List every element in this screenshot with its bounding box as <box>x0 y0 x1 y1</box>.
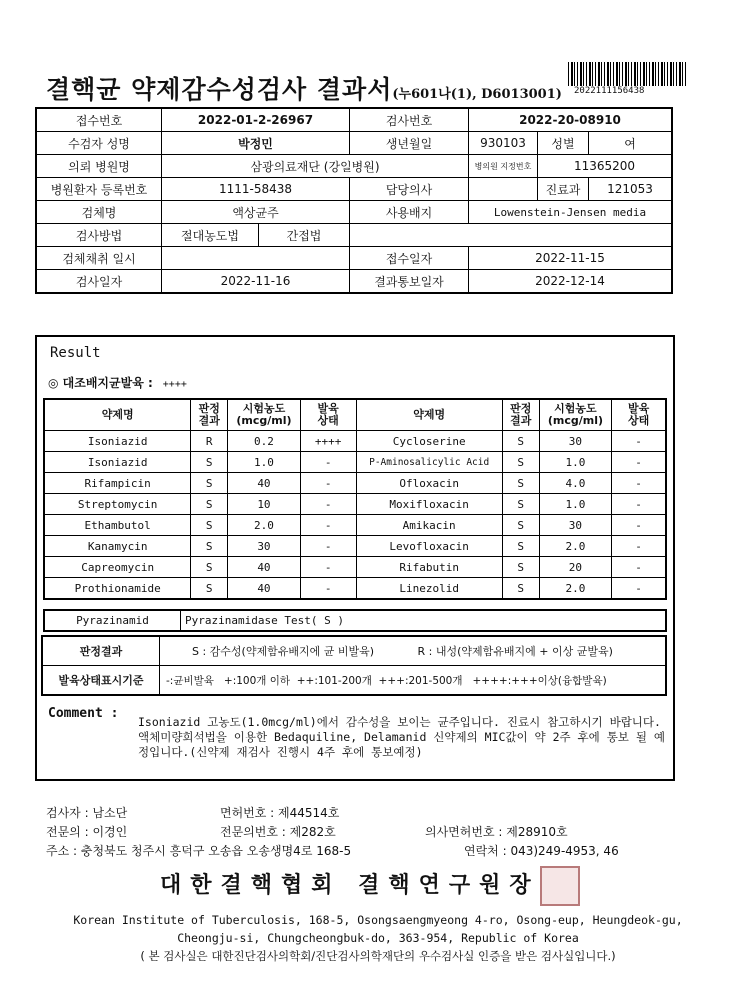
drug-cell: ++++ <box>300 431 356 452</box>
recv-date: 2022-11-15 <box>469 247 673 270</box>
drug-cell: - <box>612 473 666 494</box>
drug-cell: - <box>300 557 356 578</box>
specialist-no: 전문의번호 : 제282호 <box>220 825 336 839</box>
specimen: 액상균주 <box>162 201 350 224</box>
pyrazinamide-table <box>43 609 667 632</box>
drug-cell: - <box>300 536 356 557</box>
drug-cell: - <box>300 515 356 536</box>
criteria-table <box>41 635 667 696</box>
drug-cell: Amikacin <box>356 515 502 536</box>
method-label: 검사방법 <box>36 224 162 247</box>
drug-cell: 1.0 <box>539 452 612 473</box>
barcode-icon <box>568 62 686 86</box>
hospital: 삼광의료재단 (강일병원) <box>162 155 469 178</box>
doctor-license: 의사면허번호 : 제28910호 <box>425 825 568 839</box>
drug-row <box>44 536 666 557</box>
drug-cell: S <box>191 494 228 515</box>
title-code: (누601나(1), D6013001) <box>392 87 562 102</box>
drug-cell: 40 <box>228 578 301 600</box>
pyrazinamide-value: Pyrazinamidase Test( S ) <box>181 610 667 631</box>
drug-cell: - <box>612 494 666 515</box>
phone: 연락처 : 043)249-4953, 46 <box>464 844 619 858</box>
seal-stamp-icon <box>540 866 580 906</box>
barcode-number: 2022111156438 <box>574 86 645 96</box>
drug-row <box>44 452 666 473</box>
drug-cell: Moxifloxacin <box>356 494 502 515</box>
drug-cell: Kanamycin <box>44 536 191 557</box>
growth-label: 발육상태표시기준 <box>42 666 160 696</box>
drug-cell: - <box>300 494 356 515</box>
drug-cell: 40 <box>228 557 301 578</box>
drug-cell: S <box>191 536 228 557</box>
test-no: 2022-20-08910 <box>469 108 673 132</box>
document-title <box>46 70 562 106</box>
medium: Lowenstein-Jensen media <box>469 201 673 224</box>
drug-header-cell: 시험농도 (mcg/ml) <box>539 399 612 431</box>
address: 주소 : 충청북도 청주시 흥덕구 오송읍 오송생명4로 168-5 <box>46 844 352 858</box>
test-date: 2022-11-16 <box>162 270 350 294</box>
drug-cell: S <box>502 515 539 536</box>
drug-cell: Prothionamide <box>44 578 191 600</box>
comment-label: Comment : <box>48 706 119 721</box>
drug-row <box>44 578 666 600</box>
judgement-s: S : 감수성(약제함유배지에 균 비발육) <box>192 645 375 658</box>
drug-cell: 30 <box>539 515 612 536</box>
pyrazinamide-label: Pyrazinamid <box>44 610 181 631</box>
reg-no: 1111-58438 <box>162 178 350 201</box>
comment-text: Isoniazid 고농도(1.0mcg/ml)에서 감수성을 보이는 균주입니다. 진료시 참고하시기 바랍니다.액체미량희석법을 이용한 Bedaquiline, Delamanid 신약제의 MIC값이 약 2주 후에 통보 될 예정입니다.(신약제 재검사 진행시 4주 후에 통보예정) <box>138 715 665 759</box>
drug-cell: Rifampicin <box>44 473 191 494</box>
collect-date-label: 검체채취 일시 <box>36 247 162 270</box>
collect-date <box>162 247 350 270</box>
drug-cell: 2.0 <box>228 515 301 536</box>
drug-cell: Ofloxacin <box>356 473 502 494</box>
sex: 여 <box>589 132 673 155</box>
institute-name: 대한결핵협회 결핵연구원장 <box>160 872 540 898</box>
drug-cell: S <box>191 473 228 494</box>
drug-table-body <box>44 431 666 600</box>
drug-cell: - <box>612 536 666 557</box>
judgement-text <box>160 636 667 666</box>
method1: 절대농도법 <box>162 224 259 247</box>
drug-cell: Isoniazid <box>44 431 191 452</box>
drug-row <box>44 557 666 578</box>
control-growth <box>48 374 187 391</box>
control-value: ++++ <box>162 379 187 390</box>
recv-date-label: 접수일자 <box>350 247 469 270</box>
judgement-label: 판정결과 <box>42 636 160 666</box>
doctor-label: 담당의사 <box>350 178 469 201</box>
drug-cell: S <box>502 452 539 473</box>
test-date-label: 검사일자 <box>36 270 162 294</box>
receipt-no: 2022-01-2-26967 <box>162 108 350 132</box>
control-label: ◎ 대조배지균발육 : <box>48 376 153 390</box>
drug-cell: - <box>300 578 356 600</box>
drug-cell: S <box>191 578 228 600</box>
header-table <box>35 107 673 294</box>
drug-cell: S <box>502 473 539 494</box>
drug-cell: S <box>191 515 228 536</box>
result-label: Result <box>50 345 101 361</box>
test-no-label: 검사번호 <box>350 108 469 132</box>
drug-cell: - <box>300 473 356 494</box>
drug-table-header <box>44 399 666 431</box>
drug-row <box>44 515 666 536</box>
drug-cell: 10 <box>228 494 301 515</box>
drug-cell: Levofloxacin <box>356 536 502 557</box>
hospital-code: 11365200 <box>538 155 673 178</box>
drug-header-cell: 판정 결과 <box>502 399 539 431</box>
inspector: 검사자 : 남소단 <box>46 806 128 820</box>
drug-cell: 4.0 <box>539 473 612 494</box>
drug-cell: Isoniazid <box>44 452 191 473</box>
patient-name-label: 수검자 성명 <box>36 132 162 155</box>
drug-header-cell: 발육 상태 <box>300 399 356 431</box>
drug-cell: 30 <box>228 536 301 557</box>
drug-table <box>43 398 667 600</box>
specialist: 전문의 : 이경인 <box>46 825 128 839</box>
drug-cell: S <box>191 557 228 578</box>
drug-header-cell: 약제명 <box>356 399 502 431</box>
drug-header-cell: 발육 상태 <box>612 399 666 431</box>
doctor <box>469 178 538 201</box>
drug-row <box>44 473 666 494</box>
hospital-code-label: 병의원 지정번호 <box>469 155 538 178</box>
receipt-no-label: 접수번호 <box>36 108 162 132</box>
drug-cell: S <box>502 431 539 452</box>
drug-cell: - <box>612 515 666 536</box>
drug-cell: 40 <box>228 473 301 494</box>
drug-cell: Cycloserine <box>356 431 502 452</box>
report-date: 2022-12-14 <box>469 270 673 294</box>
drug-cell: 30 <box>539 431 612 452</box>
drug-cell: Streptomycin <box>44 494 191 515</box>
specimen-label: 검체명 <box>36 201 162 224</box>
dept-label: 진료과 <box>538 178 589 201</box>
drug-cell: Rifabutin <box>356 557 502 578</box>
drug-cell: - <box>612 578 666 600</box>
license: 면허번호 : 제44514호 <box>220 806 340 820</box>
drug-header-cell: 판정 결과 <box>191 399 228 431</box>
drug-cell: - <box>612 557 666 578</box>
report-date-label: 결과통보일자 <box>350 270 469 294</box>
title-text: 결핵균 약제감수성검사 결과서 <box>46 75 393 104</box>
drug-cell: Capreomycin <box>44 557 191 578</box>
judgement-r: R : 내성(약제함유배지에 + 이상 균발육) <box>417 645 613 658</box>
drug-cell: S <box>502 494 539 515</box>
drug-cell: Linezolid <box>356 578 502 600</box>
drug-cell: Ethambutol <box>44 515 191 536</box>
drug-cell: 20 <box>539 557 612 578</box>
method-empty <box>350 224 673 247</box>
drug-cell: S <box>502 536 539 557</box>
drug-header-cell: 시험농도 (mcg/ml) <box>228 399 301 431</box>
drug-row <box>44 494 666 515</box>
drug-cell: 2.0 <box>539 536 612 557</box>
drug-row <box>44 431 666 452</box>
dept: 121053 <box>589 178 673 201</box>
growth-text: -:균비발육 +:100개 이하 ++:101-200개 +++:201-500개 ++++:+++이상(융합발육) <box>160 666 667 696</box>
drug-header-cell: 약제명 <box>44 399 191 431</box>
drug-cell: - <box>612 431 666 452</box>
birth-label: 생년월일 <box>350 132 469 155</box>
drug-cell: S <box>502 557 539 578</box>
drug-cell: 1.0 <box>539 494 612 515</box>
method2: 간접법 <box>259 224 350 247</box>
hospital-label: 의뢰 병원명 <box>36 155 162 178</box>
sex-label: 성별 <box>538 132 589 155</box>
drug-cell: R <box>191 431 228 452</box>
drug-cell: S <box>191 452 228 473</box>
drug-cell: 0.2 <box>228 431 301 452</box>
drug-cell: S <box>502 578 539 600</box>
drug-cell: - <box>612 452 666 473</box>
medium-label: 사용배지 <box>350 201 469 224</box>
reg-no-label: 병원환자 등록번호 <box>36 178 162 201</box>
birth: 930103 <box>469 132 538 155</box>
drug-cell: 2.0 <box>539 578 612 600</box>
drug-cell: - <box>300 452 356 473</box>
drug-cell: 1.0 <box>228 452 301 473</box>
drug-cell: P-Aminosalicylic Acid <box>356 452 502 473</box>
certification-note: ( 본 검사실은 대한진단검사의학회/진단검사의학재단의 우수검사실 인증을 받은 검사실입니다.) <box>140 949 616 963</box>
english-address: Korean Institute of Tuberculosis, 168-5, Osongsaengmyeong 4-ro, Osong-eup, Heungdeok-gu, Cheongju-si, Chungcheongbuk-do, 363-954, Republic of Korea <box>73 913 683 945</box>
patient-name: 박정민 <box>162 132 350 155</box>
